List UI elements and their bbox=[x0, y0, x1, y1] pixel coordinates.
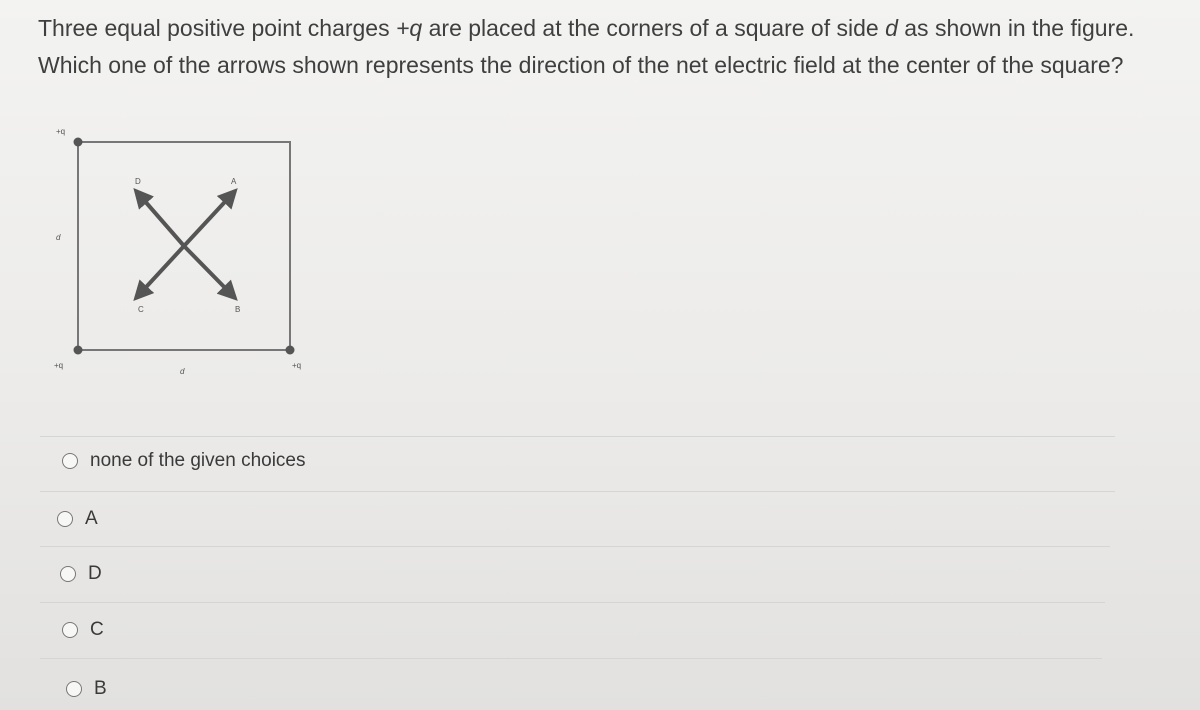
option-label: C bbox=[90, 619, 104, 640]
arrow-label-b: B bbox=[235, 305, 241, 314]
arrow-label-d: D bbox=[135, 177, 141, 186]
option-divider bbox=[40, 602, 1105, 603]
option-divider bbox=[40, 491, 1115, 492]
charge-symbol: +q bbox=[396, 15, 423, 41]
option-label: none of the given choices bbox=[90, 450, 306, 471]
radio-button[interactable] bbox=[57, 511, 73, 527]
charge-dot-bottom-right bbox=[286, 346, 295, 355]
arrow-b bbox=[184, 246, 235, 298]
option-d[interactable] bbox=[60, 563, 102, 585]
option-a[interactable] bbox=[57, 508, 98, 530]
figure-svg bbox=[40, 120, 340, 400]
arrow-label-a: A bbox=[231, 177, 237, 186]
charge-label-top-left: +q bbox=[56, 127, 66, 136]
option-divider bbox=[40, 546, 1110, 547]
radio-button[interactable] bbox=[62, 453, 78, 469]
radio-button[interactable] bbox=[62, 622, 78, 638]
question-text bbox=[38, 10, 1148, 84]
arrow-c bbox=[136, 246, 184, 298]
option-none[interactable] bbox=[62, 450, 306, 472]
question-part-1: Three equal positive point charges bbox=[38, 15, 396, 41]
radio-button[interactable] bbox=[60, 566, 76, 582]
radio-button[interactable] bbox=[66, 681, 82, 697]
side-symbol: d bbox=[885, 15, 898, 41]
option-label: A bbox=[85, 508, 98, 529]
charge-label-bottom-left: +q bbox=[54, 361, 64, 370]
charge-label-bottom-right: +q bbox=[292, 361, 302, 370]
option-b[interactable] bbox=[66, 678, 107, 700]
arrow-label-c: C bbox=[138, 305, 144, 314]
option-label: B bbox=[94, 678, 107, 699]
charge-dot-top-left bbox=[74, 138, 83, 147]
side-label-bottom: d bbox=[180, 367, 185, 376]
option-c[interactable] bbox=[62, 619, 104, 641]
side-label-left: d bbox=[56, 233, 61, 242]
square-charges-figure bbox=[40, 120, 340, 400]
option-label: D bbox=[88, 563, 102, 584]
question-part-3: as shown in the figure. Which one of the arrows shown represents the direction of the net electric field at the center of the square? bbox=[38, 15, 1135, 78]
question-part-2: are placed at the corners of a square of side bbox=[422, 15, 886, 41]
option-divider bbox=[40, 658, 1102, 659]
arrow-a bbox=[184, 191, 235, 246]
arrow-d bbox=[136, 191, 184, 246]
option-divider bbox=[40, 436, 1115, 437]
charge-dot-bottom-left bbox=[74, 346, 83, 355]
